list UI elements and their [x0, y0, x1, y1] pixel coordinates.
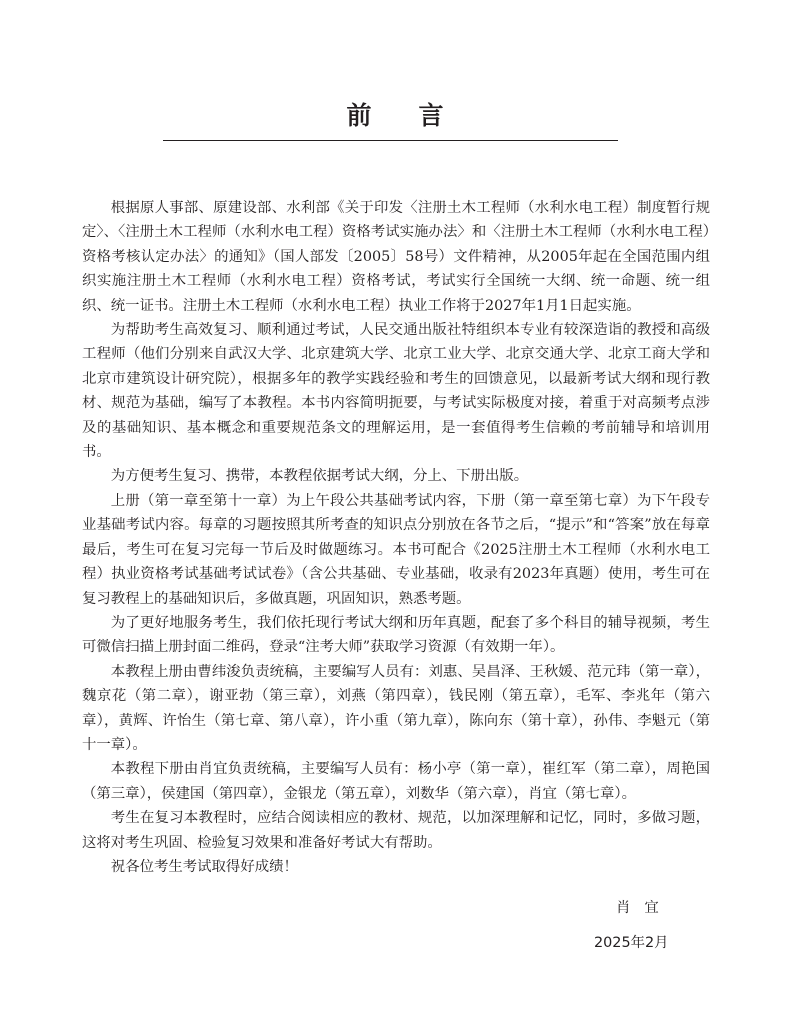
page-title: 前言	[346, 101, 491, 130]
paragraph-video-resources: 为了更好地服务考生，我们依托现行考试大纲和历年真题，配套了多个科目的辅导视频，考生可微信扫描上册封面二维码，登录“注考大师”获取学习资源（有效期一年）。	[82, 614, 710, 656]
signature-block	[560, 896, 720, 955]
paragraph-volumes: 为方便考生复习、携带，本教程依据考试大纲，分上、下册出版。	[110, 468, 529, 485]
paragraph-volume-one-authors: 本教程上册由曹纬浚负责统稿，主要编写人员有：刘惠、吴昌泽、王秋媛、范元玮（第一章），魏京花（第二章），谢亚勃（第三章），刘燕（第四章），钱民刚（第五章），毛军、李兆年（第六章），黄辉、许怡生（第七章、第八章），许小重（第九章），陈向东（第十章），孙伟、李魁元（第十一章）。	[82, 663, 710, 753]
paragraph-study-advice: 考生在复习本教程时，应结合阅读相应的教材、规范，以加深理解和记忆，同时，多做习题，这将对考生巩固、检验复习效果和准备好考试大有帮助。	[82, 810, 710, 851]
signature-name: 肖宜	[616, 900, 673, 916]
paragraph-volume-two-authors: 本教程下册由肖宜负责统稿，主要编写人员有：杨小亭（第一章），崔红军（第二章），周艳国（第三章），侯建国（第四章），金银龙（第五章），刘数华（第六章），肖宜（第七章）。	[82, 761, 710, 802]
paragraph-content-structure: 上册（第一章至第十一章）为上午段公共基础考试内容，下册（第一章至第七章）为下午段专业基础考试内容。每章的习题按照其所考查的知识点分别放在各节之后，“提示”和“答案”放在每章最后，考生可在复习完每一节后及时做题练习。本书可配合《2025注册土木工程师（水利水电工程）执业资格考试基础考试试卷》（含公共基础、专业基础，收录有2023年真题）使用，考生可在复习教程上的基础知识后，多做真题，巩固知识，熟悉考题。	[82, 492, 710, 607]
title-underline	[163, 140, 618, 141]
paragraph-wishes: 祝各位考生考试取得好成绩！	[110, 858, 298, 875]
preface-body	[82, 196, 710, 879]
signature-date: 2025年2月	[594, 935, 669, 951]
title-block	[172, 100, 618, 132]
paragraph-background: 根据原人事部、原建设部、水利部《关于印发〈注册土木工程师（水利水电工程）制度暂行规定〉、〈注册土木工程师（水利水电工程）资格考试实施办法〉和〈注册土木工程师（水利水电工程）资格考核认定办法〉的通知》（国人部发〔2005〕58号）文件精神，从2005年起在全国范围内组织实施注册土木工程师（水利水电工程）资格考试，考试实行全国统一大纲、统一命题、统一组织、统一证书。注册土木工程师（水利水电工程）执业工作将于2027年1月1日起实施。	[82, 200, 710, 314]
paragraph-purpose: 为帮助考生高效复习、顺利通过考试，人民交通出版社特组织本专业有较深造诣的教授和高级工程师（他们分别来自武汉大学、北京建筑大学、北京工业大学、北京交通大学、北京工商大学和北京市建筑设计研究院），根据多年的教学实践经验和考生的回馈意见，以最新考试大纲和现行教材、规范为基础，编写了本教程。本书内容简明扼要，与考试实际极度对接，着重于对高频考点涉及的基础知识、基本概念和重要规范条文的理解运用，是一套值得考生信赖的考前辅导和培训用书。	[82, 322, 710, 461]
